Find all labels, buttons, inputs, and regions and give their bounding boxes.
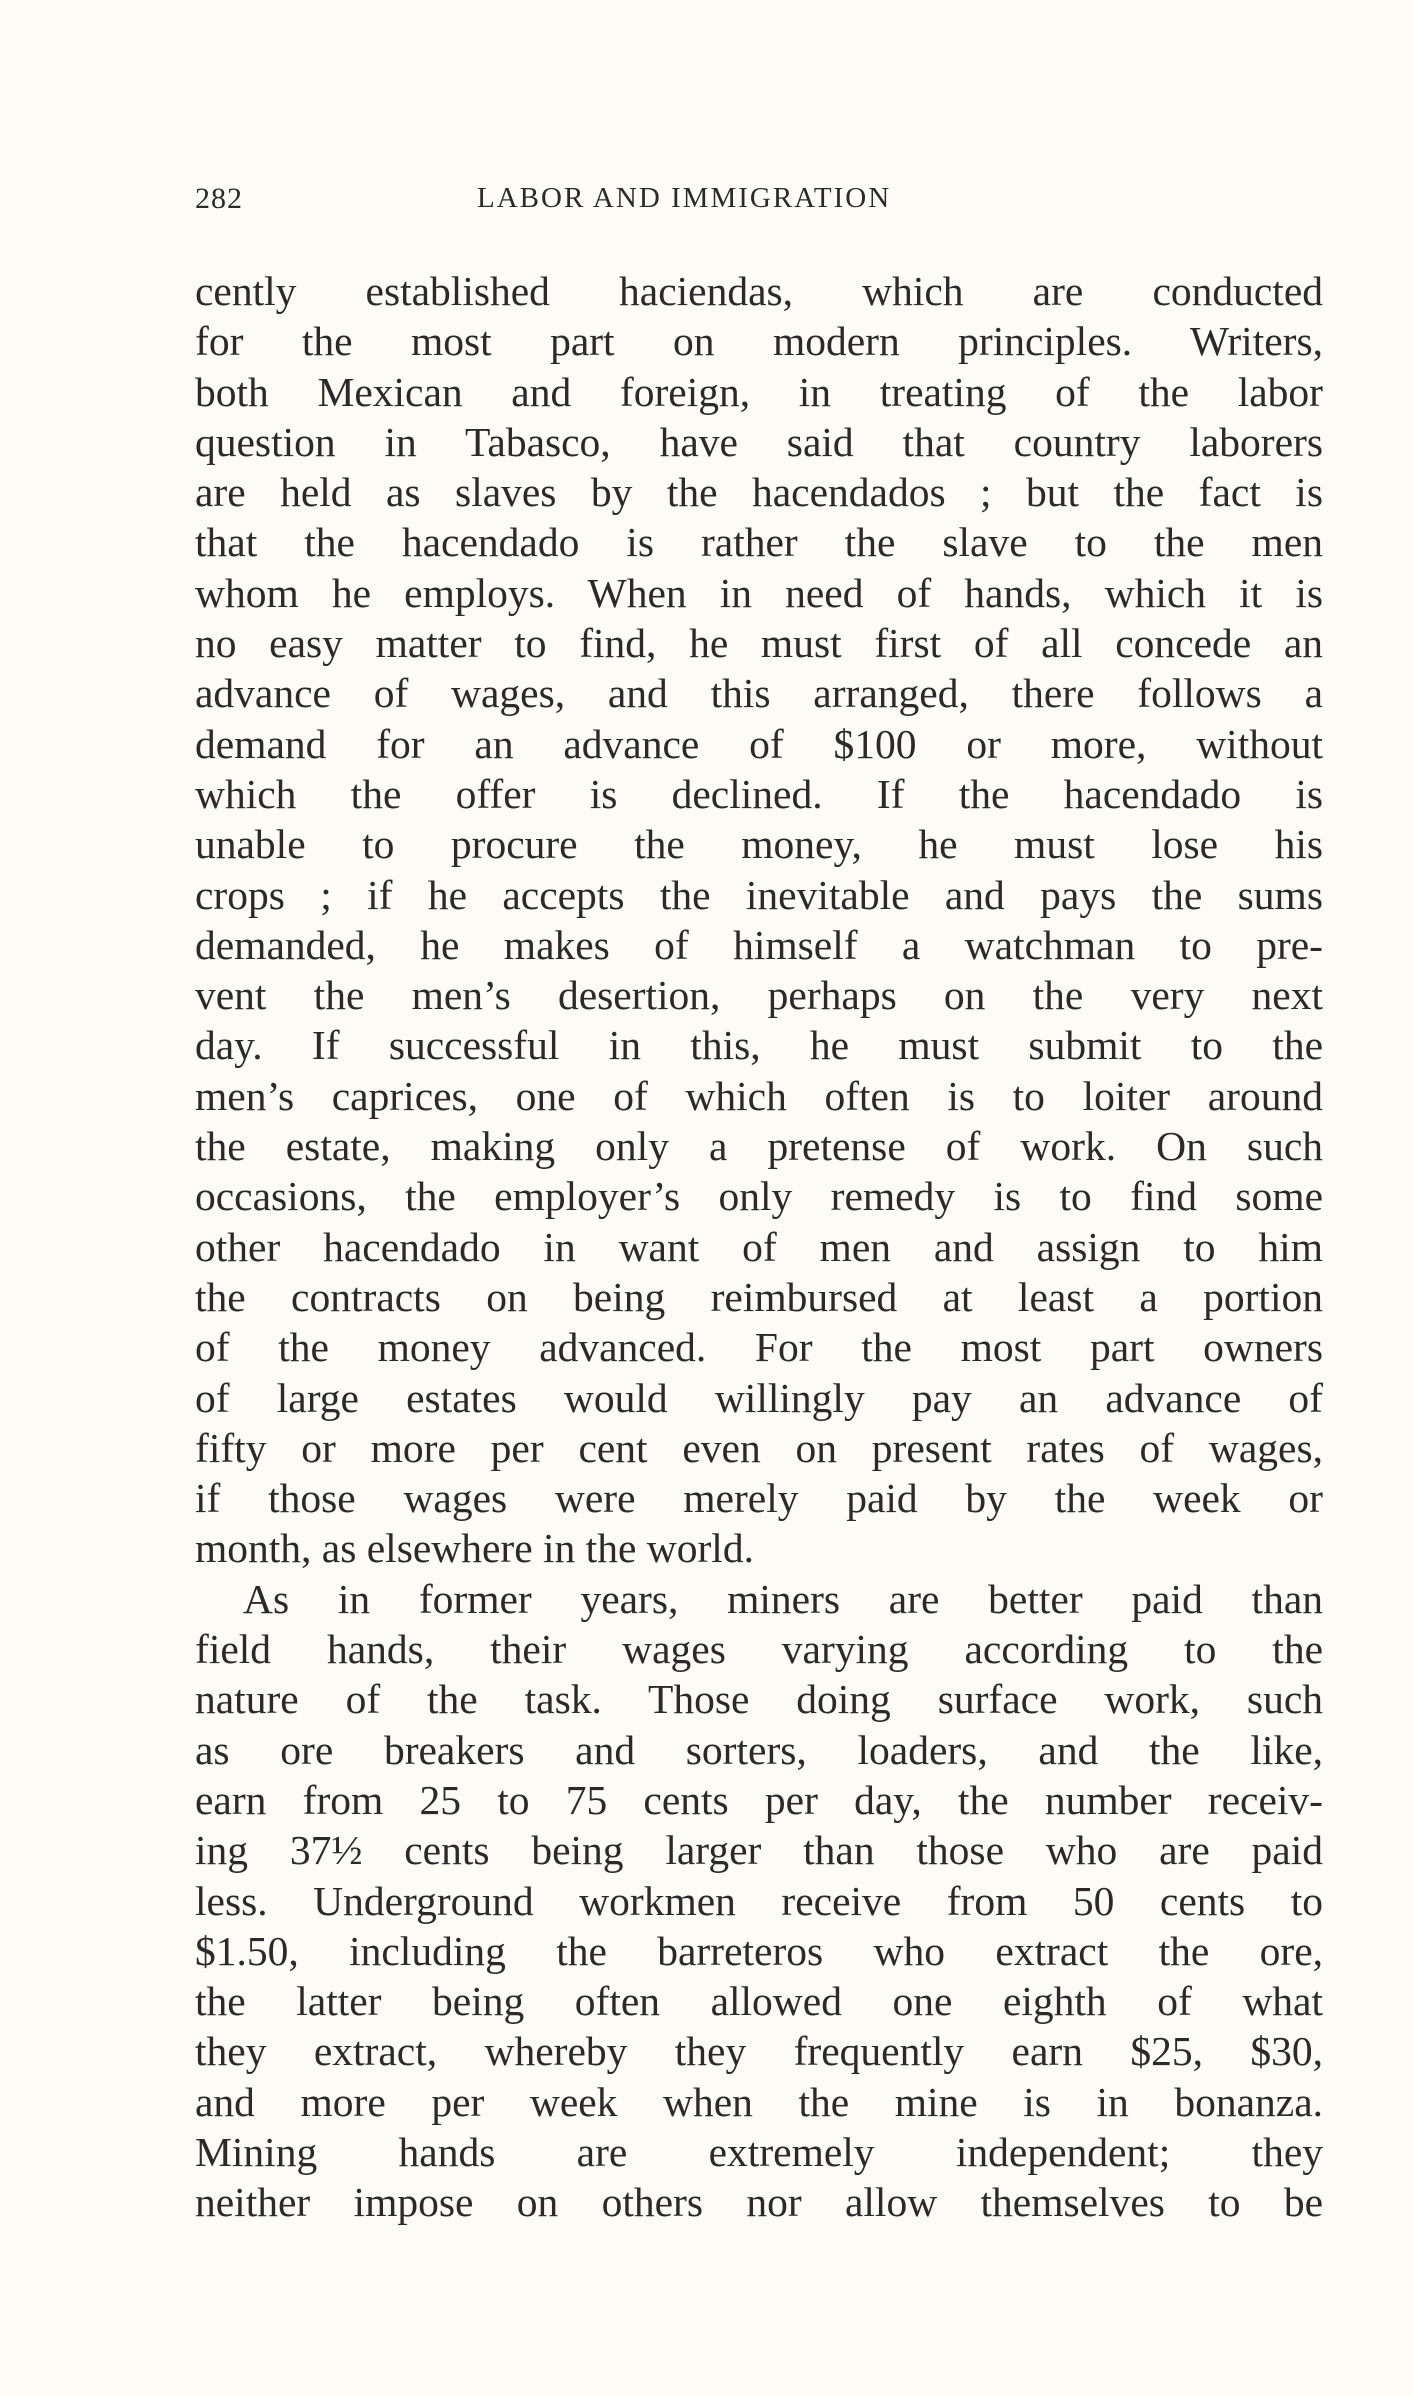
text-line: and more per week when the mine is in bonanza. [195,2078,1323,2125]
text-line: nature of the task. Those doing surface work, such [195,1676,1323,1723]
text-line: ing 37½ cents being larger than those who are paid [195,1827,1323,1874]
text-line: of large estates would willingly pay an advance of [195,1374,1323,1421]
text-line: for the most part on modern principles. Writers, [195,318,1323,365]
text-line: other hacendado in want of men and assign to him [195,1223,1323,1270]
text-line: are held as slaves by the hacendados ; but the fact is [195,469,1323,516]
text-line: less. Underground workmen receive from 50 cents to [195,1877,1323,1924]
text-line: vent the men’s desertion, perhaps on the very next [195,972,1323,1019]
text-line: no easy matter to find, he must first of all concede an [195,620,1323,667]
text-line: that the hacendado is rather the slave to the men [195,519,1323,566]
text-line: question in Tabasco, have said that country laborers [195,418,1323,465]
text-line: the contracts on being reimbursed at least a portion [195,1273,1323,1320]
text-line: month, as elsewhere in the world. [195,1525,754,1572]
text-line: the estate, making only a pretense of work. On such [195,1123,1323,1170]
text-line: the latter being often allowed one eighth of what [195,1978,1323,2025]
text-line: of the money advanced. For the most part owners [195,1324,1323,1371]
text-line: if those wages were merely paid by the week or [195,1475,1323,1522]
page-header [195,182,1323,222]
text-line: cently established haciendas, which are conducted [195,268,1323,314]
text-line: Mining hands are extremely independent; they [195,2128,1323,2175]
text-line: which the offer is declined. If the hacendado is [195,770,1323,817]
text-line: demand for an advance of $100 or more, without [195,720,1323,767]
text-line: demanded, he makes of himself a watchman to pre- [195,921,1323,968]
text-line: earn from 25 to 75 cents per day, the number receiv- [195,1776,1323,1823]
text-line: $1.50, including the barreteros who extract the ore, [195,1927,1323,1974]
text-line: they extract, whereby they frequently earn $25, $30, [195,2028,1323,2075]
text-line: As in former years, miners are better paid than [243,1575,1323,1622]
text-line: unable to procure the money, he must lose his [195,821,1323,868]
text-line: occasions, the employer’s only remedy is to find some [195,1173,1323,1220]
body-text [195,266,1323,2228]
paragraph-2 [195,1574,1323,2228]
text-line: neither impose on others nor allow themselves to be [195,2179,1323,2226]
text-line: whom he employs. When in need of hands, which it is [195,569,1323,616]
running-title: LABOR AND IMMIGRATION [477,182,892,214]
text-line: men’s caprices, one of which often is to loiter around [195,1072,1323,1119]
text-line: fifty or more per cent even on present rates of wages, [195,1424,1323,1471]
text-line: day. If successful in this, he must submit to the [195,1022,1323,1069]
text-line: as ore breakers and sorters, loaders, and the like, [195,1726,1323,1773]
text-line: advance of wages, and this arranged, there follows a [195,670,1323,717]
text-line: crops ; if he accepts the inevitable and pays the sums [195,871,1323,918]
paragraph-1 [195,266,1323,1574]
text-line: both Mexican and foreign, in treating of the labor [195,368,1323,415]
page-number: 282 [195,182,243,215]
text-line: field hands, their wages varying according to the [195,1626,1323,1673]
